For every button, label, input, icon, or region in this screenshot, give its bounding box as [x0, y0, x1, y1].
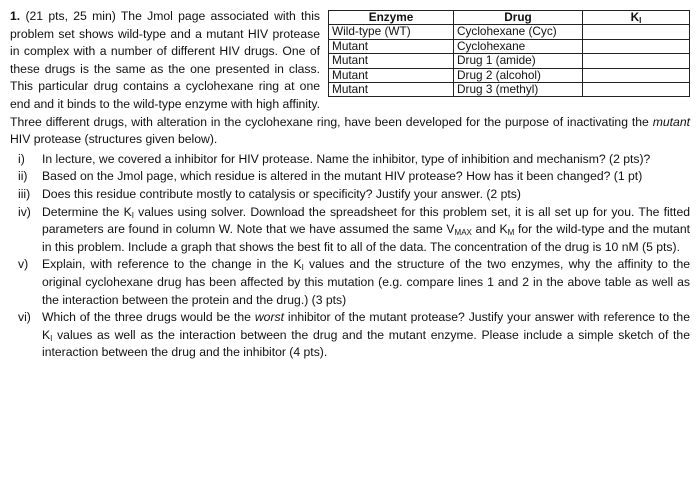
subquestion-text: Explain, with reference to the change in the K — [42, 257, 302, 272]
intro-emphasis: mutant — [652, 114, 690, 129]
drug-cell: Drug 3 (methyl) — [454, 83, 583, 97]
question-number: 1. — [10, 9, 21, 23]
subquestion-ii — [10, 168, 690, 186]
subquestion-marker: i) — [18, 151, 25, 166]
drug-cell: Drug 1 (amide) — [454, 54, 583, 68]
table-row — [329, 83, 690, 97]
header-drug: Drug — [454, 11, 583, 25]
intro-text-a: (21 pts, 25 min) The Jmol page associated with this problem set shows wild-type and a mutant HIV protease in complex with a number of different HIV drugs. One of these drugs is the same as the one presented in class. This particular drug contains a cyclohexane ring at one end and it binds to the wild-type enzyme with high affinity. Three different drugs, with alteration in the cyclohexane ring, have been developed for the purpose of inactivating the — [10, 9, 653, 129]
drug-cell: Cyclohexane (Cyc) — [454, 25, 583, 39]
subquestion-marker: vi) — [18, 310, 31, 325]
subquestion-text: Determine the K — [42, 204, 132, 219]
drug-cell: Cyclohexane — [454, 39, 583, 53]
enzyme-cell: Mutant — [329, 68, 454, 82]
subquestion-vi: vi) Which of the three drugs would be the worst inhibitor of the mutant protease? Justify your answer with reference to the $K_I$ values as well as the interaction between the drug and the mutant enzyme. Please include a simple sketch of the interaction between the drug and the inhibitor (4 pts). — [18, 310, 690, 360]
enzyme-cell: Wild-type (WT) — [329, 25, 454, 39]
ki-cell — [583, 25, 690, 39]
subquestion-marker: iv) — [18, 204, 31, 219]
subquestion-i — [10, 151, 690, 169]
ki-cell — [583, 68, 690, 82]
subquestion-text: In lecture, we covered a inhibitor for HIV protease. Name the inhibitor, type of inhibition and mechanism? (2 pts)? — [42, 151, 651, 166]
enzyme-cell: Mutant — [329, 83, 454, 97]
enzyme-cell: Mutant — [329, 54, 454, 68]
subquestion-v: v) Explain, with reference to the change in the $K_I$ values and the structure of the two enzymes, why the affinity to the original cyclohexane drug has been affected by this mutation (e.g. compare lines 1 and 2 in the above table as well as the interaction between the protein and the drug.) (3 pts) — [18, 257, 690, 307]
subquestion-iii — [10, 186, 690, 204]
subquestion-marker: v) — [18, 257, 29, 272]
drug-cell: Drug 2 (alcohol) — [454, 68, 583, 82]
ki-cell — [583, 83, 690, 97]
header-ki: $K_I$ — [583, 11, 690, 25]
table-row — [329, 25, 690, 39]
problem-page — [10, 8, 690, 362]
intro-text-b: HIV protease (structures given below). — [10, 132, 218, 147]
question-intro — [10, 8, 690, 149]
ki-cell — [583, 54, 690, 68]
table-row — [329, 54, 690, 68]
table-row — [329, 68, 690, 82]
ki-table — [328, 10, 690, 97]
subquestion-text: Does this residue contribute mostly to catalysis or specificity? Justify your answer. (2 pts) — [42, 186, 521, 201]
subquestion-text: Which of the three drugs would be the — [42, 310, 255, 325]
header-enzyme: Enzyme — [329, 11, 454, 25]
subquestion-list — [10, 151, 690, 362]
subquestion-marker: ii) — [18, 169, 28, 184]
ki-cell — [583, 39, 690, 53]
subquestion-text: Based on the Jmol page, which residue is altered in the mutant HIV protease? How has it been changed? (1 pt) — [42, 169, 643, 184]
subquestion-marker: iii) — [18, 186, 31, 201]
table-row — [329, 39, 690, 53]
subquestion-iv: iv) Determine the $K_I$ values using solver. Download the spreadsheet for this problem set, it is all set up for you. The fitted parameters are found in column W. Note that we have assumed the same $V_{MAX}$ and $K_M$ for the wild-type and the mutant in this problem. Include a graph that shows the best fit to all of the data. The concentration of the drug is 10 nM (5 pts). — [18, 204, 691, 254]
enzyme-cell: Mutant — [329, 39, 454, 53]
ki-table-header-row — [329, 11, 690, 25]
